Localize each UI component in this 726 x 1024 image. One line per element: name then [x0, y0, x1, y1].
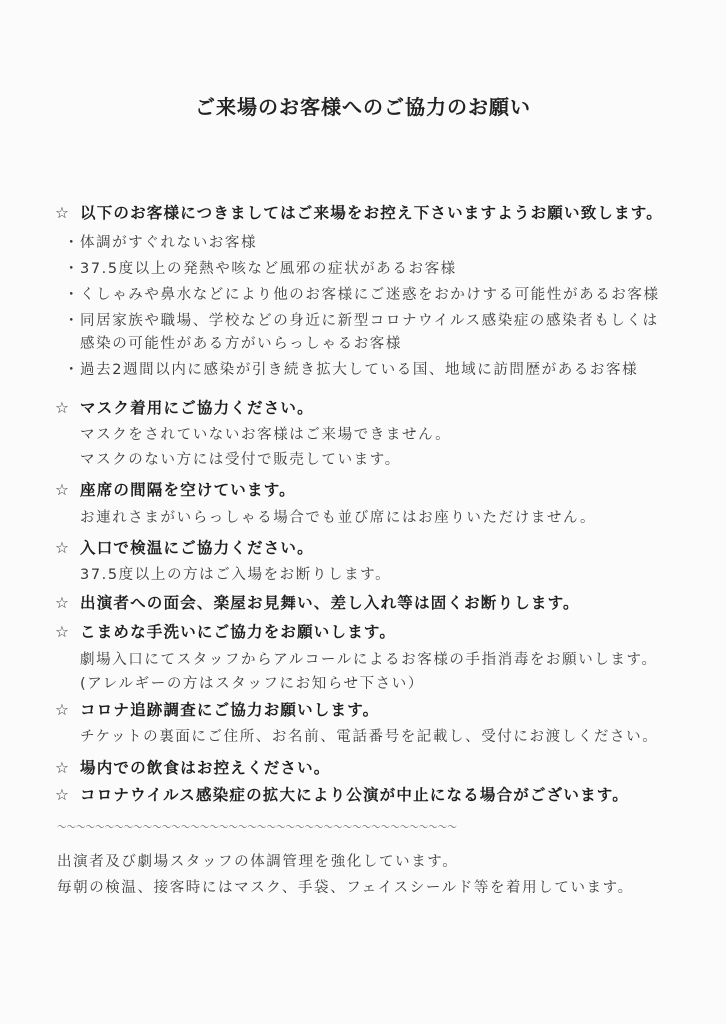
- section-heading: ☆ 座席の間隔を空けています。: [55, 481, 296, 499]
- list-item: ・くしゃみや鼻水などにより他のお客様にご迷惑をおかけする可能性があるお客様: [64, 287, 660, 303]
- star-icon: ☆: [55, 759, 71, 777]
- star-icon: ☆: [55, 786, 71, 804]
- body-line: お連れさまがいらっしゃる場合でも並び席にはお座りいただけません。: [80, 510, 597, 526]
- section-heading: ☆ コロナ追跡調査にご協力お願いします。: [55, 701, 380, 719]
- body-line: マスクをされていないお客様はご来場できません。: [80, 427, 452, 443]
- section-heading: ☆ 以下のお客様につきましてはご来場をお控え下さいますようお願い致します。: [55, 204, 663, 222]
- section-heading: ☆ マスク着用にご協力ください。: [55, 399, 314, 417]
- section-heading: ☆ 出演者への面会、楽屋お見舞い、差し入れ等は固くお断りします。: [55, 594, 580, 612]
- body-line: チケットの裏面にご住所、お名前、電話番号を記載し、受付にお渡しください。: [80, 729, 659, 745]
- list-item: ・37.5度以上の発熱や咳など風邪の症状があるお客様: [64, 261, 457, 277]
- body-line: 劇場入口にてスタッフからアルコールによるお客様の手指消毒をお願いします。: [80, 652, 658, 668]
- body-line: 37.5度以上の方はご入場をお断りします。: [80, 567, 392, 583]
- star-icon: ☆: [55, 594, 71, 612]
- star-icon: ☆: [55, 701, 71, 719]
- star-icon: ☆: [55, 623, 71, 641]
- footer-line: 出演者及び劇場スタッフの体調管理を強化しています。: [57, 854, 459, 870]
- page-title: ご来場のお客様へのご協力のお願い: [195, 95, 531, 119]
- tilde-divider: ～～～～～～～～～～～～～～～～～～～～～～～～～～～～～～～～～～～～～～～～～～: [57, 820, 457, 836]
- section-heading: ☆ こまめな手洗いにご協力をお願いします。: [55, 623, 397, 641]
- list-item: ・体調がすぐれないお客様: [64, 235, 258, 251]
- list-item: ・過去2週間以内に感染が引き続き拡大している国、地域に訪問歴があるお客様: [64, 362, 639, 378]
- star-icon: ☆: [55, 204, 71, 222]
- body-line: マスクのない方には受付で販売しています。: [80, 452, 401, 468]
- list-item: ・同居家族や職場、学校などの身近に新型コロナウイルス感染症の感染者もしくは: [64, 313, 659, 329]
- section-heading: ☆ 場内での飲食はお控えください。: [55, 759, 331, 777]
- star-icon: ☆: [55, 481, 71, 499]
- star-icon: ☆: [55, 399, 71, 417]
- star-icon: ☆: [55, 539, 71, 557]
- footer-line: 毎朝の検温、接客時にはマスク、手袋、フェイスシールド等を着用しています。: [57, 880, 634, 896]
- body-line: (アレルギーの方はスタッフにお知らせ下さい）: [80, 676, 424, 692]
- section-heading: ☆ 入口で検温にご協力ください。: [55, 539, 314, 557]
- list-item-continuation: 感染の可能性がある方がいらっしゃるお客様: [80, 336, 402, 352]
- section-heading: ☆ コロナウイルス感染症の拡大により公演が中止になる場合がございます。: [55, 786, 629, 804]
